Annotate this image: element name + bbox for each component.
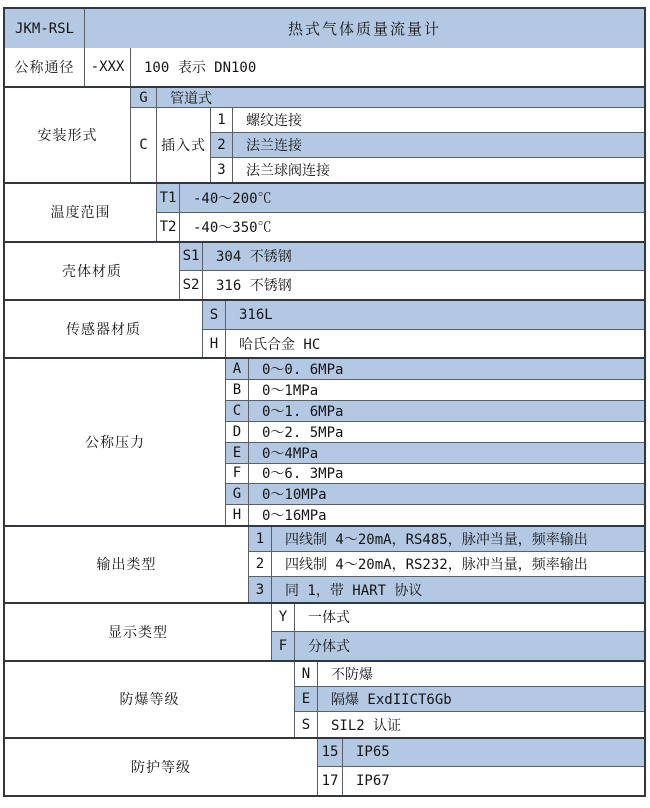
option-row bbox=[226, 359, 644, 379]
option-value: 法兰连接 bbox=[246, 137, 302, 154]
option-value: IP65 bbox=[356, 744, 390, 761]
option-value: 四线制 4～20mA，RS485，脉冲当量，频率输出 bbox=[285, 532, 588, 549]
section-protection-grade bbox=[5, 737, 644, 795]
option-row bbox=[318, 766, 644, 795]
option-rows bbox=[318, 739, 644, 795]
section-label-nominal-diameter: 公称通径 bbox=[5, 48, 85, 86]
option-row bbox=[203, 301, 644, 329]
option-row bbox=[249, 576, 644, 601]
insert-type-label: 插入式 bbox=[157, 108, 211, 183]
insert-code: C bbox=[131, 108, 157, 183]
option-code: G bbox=[131, 88, 157, 106]
option-row bbox=[318, 739, 644, 767]
option-rows bbox=[203, 301, 644, 357]
option-value: 100 表示 DN100 bbox=[144, 60, 257, 77]
option-code: T2 bbox=[157, 213, 180, 241]
option-value: 分体式 bbox=[308, 639, 350, 656]
option-row bbox=[211, 157, 644, 182]
option-code: 2 bbox=[211, 133, 233, 157]
option-value: 不防爆 bbox=[331, 667, 373, 684]
option-row bbox=[295, 686, 644, 711]
option-value: 0～0. 6MPa bbox=[262, 362, 344, 379]
insert-subgroup bbox=[131, 107, 644, 183]
option-code: H bbox=[203, 330, 226, 358]
option-value: 316L bbox=[239, 306, 273, 323]
section-label-output-type: 输出类型 bbox=[5, 527, 249, 602]
product-title: 热式气体质量流量计 bbox=[85, 9, 644, 48]
option-row bbox=[226, 379, 644, 400]
option-code: 17 bbox=[318, 767, 343, 795]
option-rows bbox=[226, 359, 644, 525]
section-installation-type bbox=[5, 86, 644, 182]
section-temperature-range bbox=[5, 182, 644, 240]
option-row bbox=[249, 551, 644, 576]
section-label-display-type: 显示类型 bbox=[5, 604, 272, 660]
option-row bbox=[211, 108, 644, 132]
option-row bbox=[226, 442, 644, 463]
option-row bbox=[295, 662, 644, 686]
section-nominal-diameter bbox=[5, 48, 644, 86]
option-code: N bbox=[295, 662, 318, 686]
option-row bbox=[131, 88, 644, 106]
option-code: S1 bbox=[180, 243, 203, 271]
option-code: G bbox=[226, 484, 249, 504]
option-row bbox=[211, 132, 644, 157]
model-code: JKM-RSL bbox=[5, 9, 85, 48]
model-selection-table bbox=[3, 7, 646, 797]
option-rows bbox=[249, 527, 644, 602]
option-row bbox=[226, 483, 644, 504]
option-value: SIL2 认证 bbox=[331, 717, 402, 734]
option-value: 0～10MPa bbox=[262, 487, 327, 504]
option-code: 1 bbox=[211, 108, 233, 132]
option-value: 一体式 bbox=[308, 610, 350, 627]
option-value: 哈氏合金 HC bbox=[239, 336, 321, 353]
option-row bbox=[85, 48, 644, 86]
section-label-temperature-range: 温度范围 bbox=[5, 184, 157, 240]
option-value: 螺纹连接 bbox=[246, 112, 302, 129]
section-label-explosion-proof-grade: 防爆等级 bbox=[5, 662, 295, 737]
option-value: 0～6. 3MPa bbox=[262, 466, 344, 483]
option-value: 304 不锈钢 bbox=[216, 249, 292, 266]
option-code: S2 bbox=[180, 271, 203, 299]
option-code: A bbox=[226, 359, 249, 379]
option-code: T1 bbox=[157, 184, 180, 212]
section-explosion-proof-grade bbox=[5, 660, 644, 737]
option-code: 15 bbox=[318, 739, 343, 767]
option-value: 0～2. 5MPa bbox=[262, 424, 344, 441]
option-code: 1 bbox=[249, 527, 272, 551]
option-code: D bbox=[226, 422, 249, 442]
insert-option-rows bbox=[211, 108, 644, 183]
option-value: 隔爆 ExdIICT6Gb bbox=[331, 692, 452, 709]
option-row bbox=[226, 400, 644, 421]
section-nominal-pressure bbox=[5, 357, 644, 525]
option-code: 2 bbox=[249, 552, 272, 576]
option-code: H bbox=[226, 505, 249, 525]
option-value: -40～200℃ bbox=[193, 191, 272, 208]
option-value: 316 不锈钢 bbox=[216, 278, 292, 295]
option-row bbox=[249, 527, 644, 551]
option-rows bbox=[295, 662, 644, 737]
option-row bbox=[226, 504, 644, 525]
section-label-housing-material: 壳体材质 bbox=[5, 243, 180, 299]
option-value: 管道式 bbox=[170, 90, 212, 107]
option-row bbox=[180, 243, 644, 271]
option-rows bbox=[272, 604, 644, 660]
option-rows bbox=[180, 243, 644, 299]
option-row bbox=[157, 184, 644, 212]
option-value: 四线制 4～20mA，RS232，脉冲当量，频率输出 bbox=[285, 557, 588, 574]
header-row bbox=[5, 9, 644, 48]
option-value: 0～16MPa bbox=[262, 508, 327, 525]
section-label-nominal-pressure: 公称压力 bbox=[5, 359, 226, 525]
option-code: B bbox=[226, 380, 249, 400]
section-label-installation-type: 安装形式 bbox=[5, 88, 131, 182]
option-row bbox=[203, 329, 644, 358]
option-rows bbox=[131, 88, 644, 182]
option-row bbox=[272, 631, 644, 660]
section-label-sensor-material: 传感器材质 bbox=[5, 301, 203, 357]
option-code: C bbox=[226, 401, 249, 421]
section-display-type bbox=[5, 602, 644, 660]
option-code: 3 bbox=[211, 158, 233, 182]
option-row bbox=[272, 604, 644, 632]
option-rows bbox=[85, 48, 644, 86]
option-value: 法兰球阀连接 bbox=[246, 163, 330, 180]
option-row bbox=[157, 212, 644, 241]
option-code: E bbox=[226, 443, 249, 463]
option-value: -40～350℃ bbox=[193, 219, 272, 236]
option-code: S bbox=[203, 301, 226, 329]
option-value: 0～1MPa bbox=[262, 383, 319, 400]
option-rows bbox=[157, 184, 644, 240]
option-value: 同 1，带 HART 协议 bbox=[285, 582, 423, 599]
section-housing-material bbox=[5, 241, 644, 299]
option-code: F bbox=[272, 632, 295, 660]
option-value: 0～4MPa bbox=[262, 445, 319, 462]
section-label-protection-grade: 防护等级 bbox=[5, 739, 318, 795]
option-code: F bbox=[226, 464, 249, 484]
option-value: 0～1. 6MPa bbox=[262, 404, 344, 420]
option-row bbox=[180, 270, 644, 299]
option-code: E bbox=[295, 687, 318, 711]
section-sensor-material bbox=[5, 299, 644, 357]
section-output-type bbox=[5, 525, 644, 602]
option-code: S bbox=[295, 712, 318, 736]
option-code: Y bbox=[272, 604, 295, 632]
option-code: 3 bbox=[249, 577, 272, 601]
option-row bbox=[295, 711, 644, 736]
option-row bbox=[226, 421, 644, 442]
option-row bbox=[226, 463, 644, 484]
option-code: -XXX bbox=[85, 48, 131, 86]
option-value: IP67 bbox=[356, 773, 390, 790]
